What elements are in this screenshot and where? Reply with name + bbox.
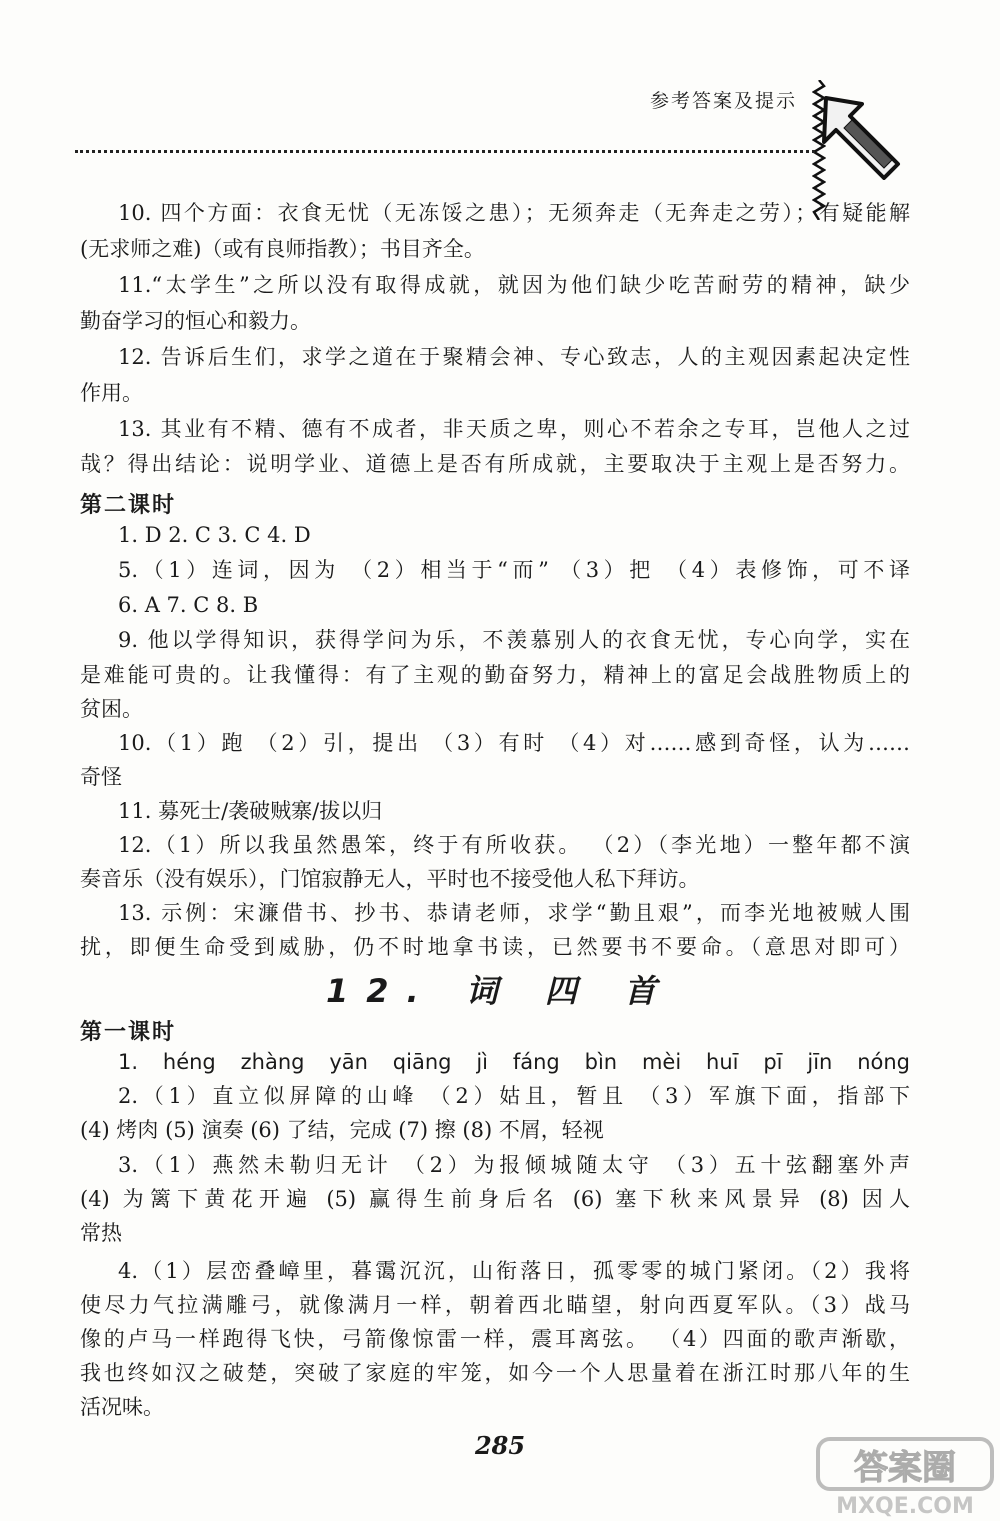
lesson-heading: 第二课时 [80,493,177,518]
answer-line: 1. D 2. C 3. C 4. D [118,523,311,547]
answer-line: 使尽力气拉满雕弓，就像满月一样，朝着西北瞄望，射向西夏军队。（3）战马 [80,1293,910,1317]
answer-line: 奇怪 [80,765,122,789]
running-header: 参考答案及提示 [650,90,798,112]
answer-line: 像的卢马一样跑得飞快，弓箭像惊雷一样，震耳离弦。 （4）四面的歌声渐歇， [80,1327,910,1351]
answer-line: 作用。 [80,381,143,405]
answer-line: 3.（1）燕然未勒归无计 （2）为报倾城随太守 （3）五十弦翻塞外声 [118,1153,910,1177]
page-number: 285 [474,1431,526,1460]
answer-line: 哉？得出结论：说明学业、道德上是否有所成就，主要取决于主观上是否努力。 [80,452,910,476]
answer-line: 10. 四个方面：衣食无忧（无冻馁之患）；无须奔走（无奔走之劳）；有疑能解 [118,201,910,225]
answer-line: 2.（1）直立似屏障的山峰 （2）姑且，暂且 （3）军旗下面，指部下 [118,1084,910,1108]
answer-line: (无求师之难)（或有良师指教）；书目齐全。 [80,237,485,261]
section-title: 12. 词 四 首 [325,972,675,1010]
answer-line: 5.（1）连词，因为 （2）相当于“而” （3）把 （4）表修饰，可不译 [118,558,910,582]
answer-line: 活况味。 [80,1395,164,1419]
svg-text:答案圈: 答案圈 [854,1448,956,1488]
answer-line: 10.（1）跑 （2）引，提出 （3）有时 （4）对……感到奇怪，认为…… [118,731,910,755]
answer-line: 11. 募死士/袭破贼寨/拔以归 [118,799,383,823]
answer-line: 常热 [80,1221,122,1245]
pinyin-line: 1. héng zhàng yān qiāng jì fáng bìn mèi huī pī jīn nóng [118,1050,910,1074]
svg-text:MXQE.COM: MXQE.COM [836,1494,974,1519]
answer-line: 扰，即便生命受到威胁，仍不时地拿书读，已然要书不要命。（意思对即可） [80,935,910,959]
lesson-heading: 第一课时 [80,1020,177,1045]
answer-line: 贫困。 [80,697,143,721]
answer-line: 12.（1）所以我虽然愚笨，终于有所收获。 （2）（李光地）一整年都不演 [118,833,910,857]
arrow-up-left-icon [822,90,902,180]
answer-line: 13. 其业有不精、德有不成者，非天质之卑，则心不若余之专耳，岂他人之过 [118,417,910,441]
watermark-logo [810,1435,1000,1521]
answer-line: (4) 为篱下黄花开遍 (5) 赢得生前身后名 (6) 塞下秋来风景异 (8) 因人 [80,1187,910,1211]
answer-line: 9. 他以学得知识，获得学问为乐，不羡慕别人的衣食无忧，专心向学，实在 [118,628,910,652]
answer-line: 11.“太学生”之所以没有取得成就，就因为他们缺少吃苦耐劳的精神，缺少 [118,273,910,297]
header-divider [75,150,815,153]
answer-line: 13. 示例：宋濂借书、抄书、恭请老师，求学“勤且艰”，而李光地被贼人围 [118,901,910,925]
answer-line: 我也终如汉之破楚，突破了家庭的牢笼，如今一个人思量着在浙江时那八年的生 [80,1361,910,1385]
answer-line: 是难能可贵的。让我懂得：有了主观的勤奋努力，精神上的富足会战胜物质上的 [80,663,910,687]
answer-line: 4.（1）层峦叠嶂里，暮霭沉沉，山衔落日，孤零零的城门紧闭。（2）我将 [118,1259,910,1283]
answer-line: 勤奋学习的恒心和毅力。 [80,309,311,333]
answer-line: (4) 烤肉 (5) 演奏 (6) 了结，完成 (7) 擦 (8) 不屑，轻视 [80,1118,604,1142]
answer-line: 奏音乐（没有娱乐），门馆寂静无人，平时也不接受他人私下拜访。 [80,867,700,891]
answer-line: 6. A 7. C 8. B [118,593,259,617]
answer-line: 12. 告诉后生们，求学之道在于聚精会神、专心致志，人的主观因素起决定性 [118,345,910,369]
